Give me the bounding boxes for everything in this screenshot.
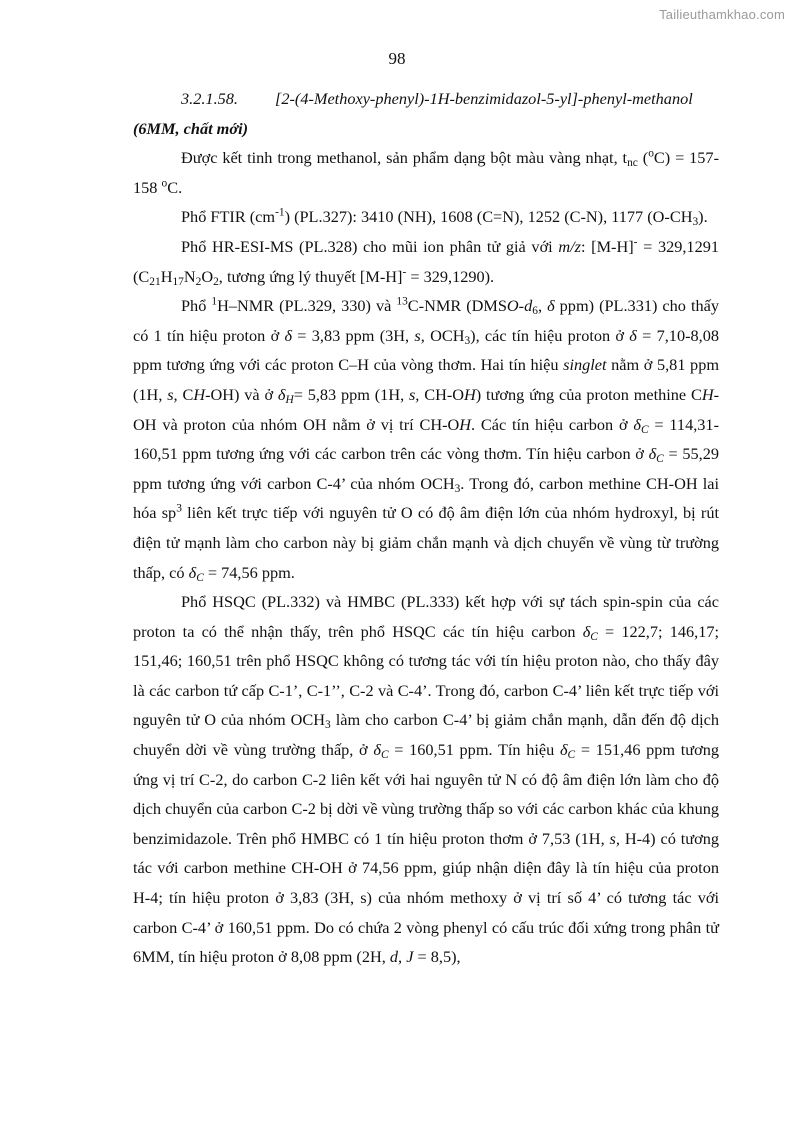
page-number: 98 xyxy=(388,49,406,68)
watermark-text: Tailieuthamkhao.com xyxy=(659,7,785,22)
section-title-note: (6MM, chất mới) xyxy=(133,118,249,138)
section-title: [2-(4-Methoxy-phenyl)-1H-benzimidazol-5-yl]-phenyl-methanol xyxy=(275,89,693,108)
paragraph-nmr: Phổ $^1$H–NMR (PL.329, 330) và $^{13}$C-NMR ($DMSO-d_6$, δ ppm) (PL.331) cho thấy có 1 tín hiệu proton ở δ = 3,83 ppm (3H, s, $OCH_3$), các tín hiệu proton ở δ = 7,10-8,08 ppm tương ứng với các proton C–H của vòng thơm. Hai tín hiệu singlet nằm ở 5,81 ppm (1H, s, CH-OH) và ở $\delta_H= 5,83$ ppm (1H, s, CH-OH) tương ứng của proton methine CH-OH và proton của nhóm OH nằm ở vị trí CH-OH. Các tín hiệu carbon ở $\delta_C = 114,31-160,51$ ppm tương ứng với các carbon trên các vòng thơm. Tín hiệu carbon ở $\delta_C = 55,29$ ppm tương ứng với carbon C-4’ của nhóm $OCH_3$. Trong đó, carbon methine CH-OH lai hóa $sp^3$ liên kết trực tiếp với nguyên tử O có độ âm điện lớn của nhóm hydroxyl, bị rút điện tử mạnh làm cho carbon này bị giảm chắn mạnh và dịch chuyển về vùng từ trường thấp, có $\delta_C = 74,56$ ppm. xyxy=(133,295,720,584)
paragraph-ftir: Phổ FTIR $(cm^{-1})$ (PL.327): 3410 (NH), 1608 (C=N), 1252 (C-N), 1177 $(O-CH_3)$. xyxy=(181,207,708,229)
section-number: 3.2.1.58. xyxy=(181,89,238,108)
paragraph-crystallization: Được kết tinh trong methanol, sản phẩm dạng bột màu vàng nhạt, $t_{nc}$ ($^o$C) = 157-158 $^o$C. xyxy=(133,147,719,197)
section-heading xyxy=(133,84,719,114)
paragraph-hrms: Phổ HR-ESI-MS (PL.328) cho mũi ion phân tử giả với m/z: [M-H]- = 329,1291 ($C_{21}H_{17}N_2O_2$, tương ứng lý thuyết [M-H]- = 329,1290). xyxy=(133,236,719,288)
document-body xyxy=(133,84,719,972)
paragraph-hsqc-hmbc: Phổ HSQC (PL.332) và HMBC (PL.333) kết hợp với sự tách spin-spin của các proton ta có thể nhận thấy, trên phổ HSQC các tín hiệu carbon $\delta_C = 122,7$; 146,17; 151,46; 160,51 trên phổ HSQC không có tương tác với tín hiệu proton nào, cho thấy đây là các carbon tứ cấp C-1’, C-1’’, C-2 và C-4’. Trong đó, carbon C-4’ liên kết trực tiếp với nguyên tử O của nhóm $OCH_3$ làm cho carbon C-4’ bị giảm chắn mạnh, dẫn đến độ dịch chuyển dời về vùng trường thấp, ở $\delta_C = 160,51$ ppm. Tín hiệu $\delta_C = 151,46$ ppm tương ứng vị trí C-2, do carbon C-2 liên kết với hai nguyên tử N có độ âm điện lớn làm cho độ dịch chuyển của carbon C-2 bị dời về vùng trường thấp so với các carbon khác của khung benzimidazole. Trên phổ HMBC có 1 tín hiệu proton thơm ở 7,53 (1H, s, H-4) có tương tác với carbon methine CH-OH ở 74,56 ppm, giúp nhận diện đây là tín hiệu của proton H-4; tín hiệu proton ở 3,83 (3H, s) của nhóm methoxy ở vị trí số 4’ có tương tác với carbon C-4’ ở 160,51 ppm. Do có chứa 2 vòng phenyl có cấu trúc đối xứng trong phân tử 6MM, tín hiệu proton ở 8,08 ppm (2H, d, J = 8,5), xyxy=(133,592,720,967)
